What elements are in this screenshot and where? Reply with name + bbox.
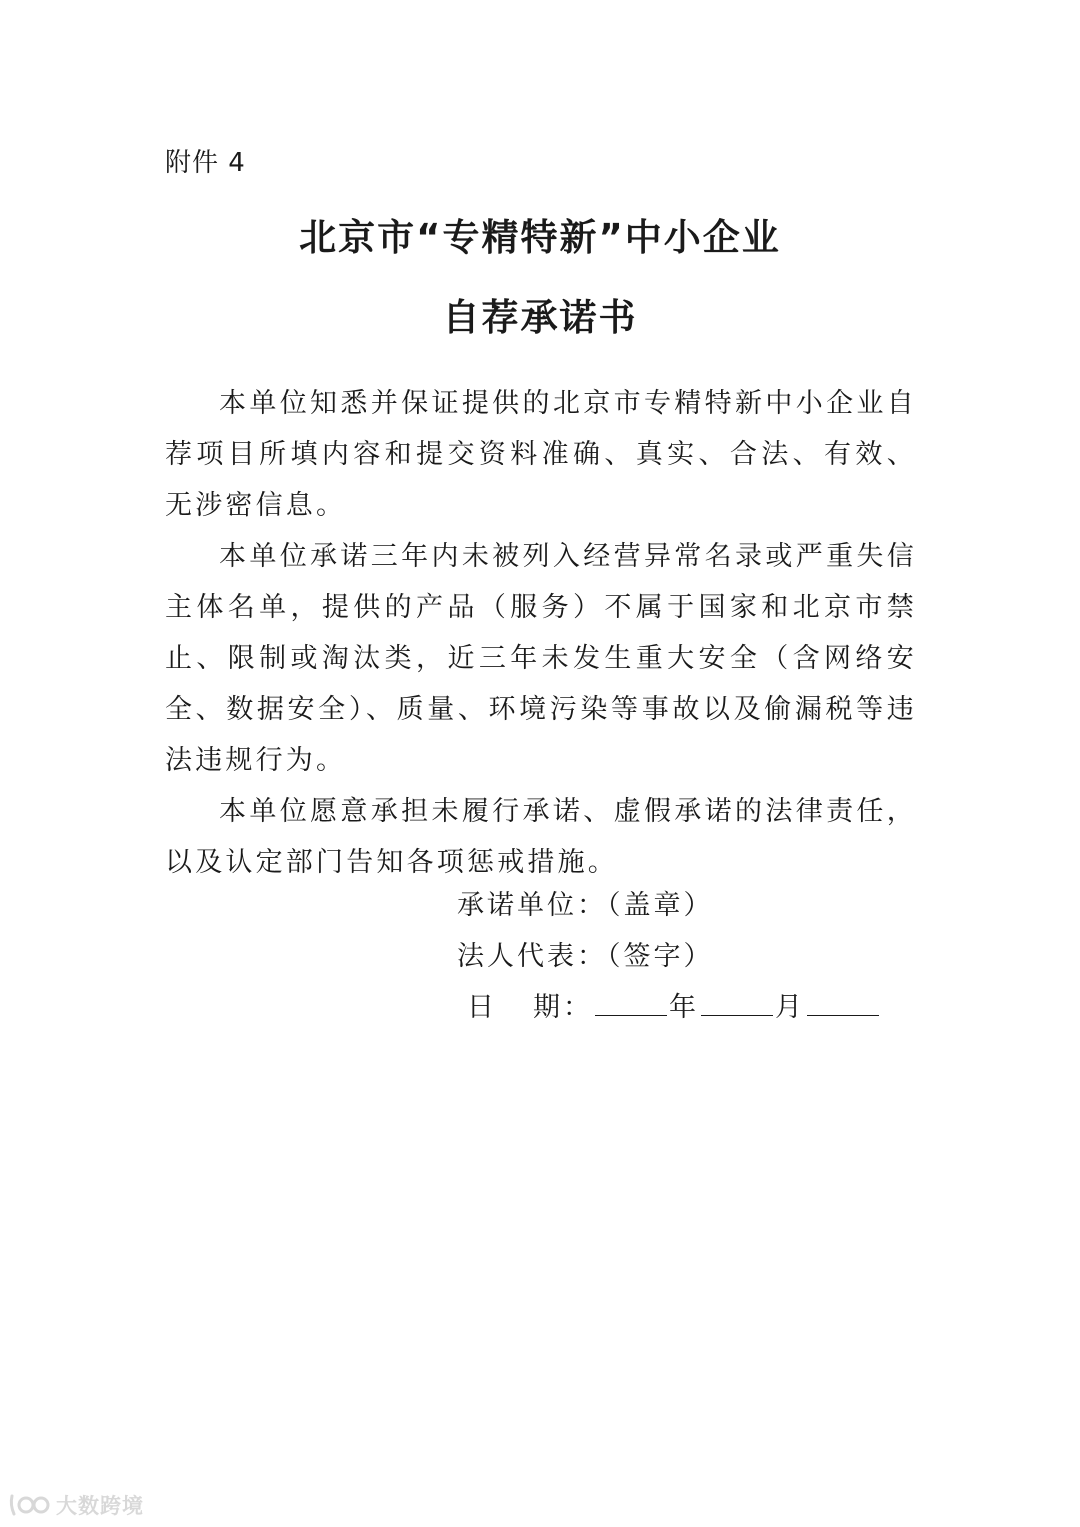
unit-seal-line: 承诺单位：（盖章） [457, 890, 714, 921]
date-label-period: 期： [533, 992, 593, 1023]
legal-rep-line: 法人代表：（签字） [457, 941, 714, 972]
month-label: 月 [775, 992, 805, 1023]
watermark-text: 大数跨境 [56, 1494, 144, 1518]
paragraph-1: 本单位知悉并保证提供的北京市专精特新中小企业自荐项目所填内容和提交资料准确、真实、合法、有效、无涉密信息。 [165, 388, 917, 521]
day-blank [807, 989, 879, 1016]
year-label: 年 [669, 992, 699, 1023]
dashuju-logo-icon [8, 1492, 52, 1518]
paragraph-3: 本单位愿意承担未履行承诺、虚假承诺的法律责任，以及认定部门告知各项惩戒措施。 [165, 796, 917, 878]
paragraph-2: 本单位承诺三年内未被列入经营异常名录或严重失信主体名单，提供的产品（服务）不属于国家和北京市禁止、限制或淘汰类，近三年未发生重大安全（含网络安全、数据安全）、质量、环境污染等事故以及偷漏税等违法违规行为。 [165, 541, 917, 776]
year-blank [595, 989, 667, 1016]
signature-block [457, 880, 881, 1033]
date-line [457, 982, 881, 1033]
date-label-day: 日 [467, 992, 497, 1023]
attachment-label: 附件 4 [165, 148, 246, 178]
month-blank [701, 989, 773, 1016]
document-title-line-2: 自荐承诺书 [442, 296, 638, 339]
watermark [8, 1490, 144, 1520]
document-body [165, 378, 917, 888]
document-title-line-1: 北京市“专精特新”中小企业 [299, 216, 781, 259]
